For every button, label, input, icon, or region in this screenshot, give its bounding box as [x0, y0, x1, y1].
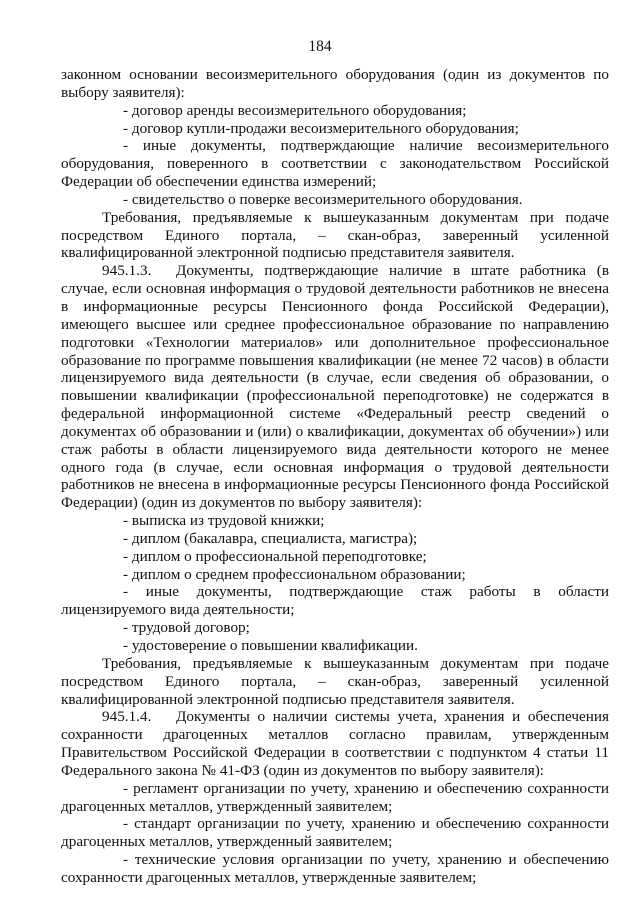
list-item-tech-conditions: - технические условия организации по учету, хранению и обеспечению сохранности драгоценных металлов, утвержденные заявителем; [61, 851, 609, 886]
clause-945-1-3 [61, 262, 609, 512]
list-item-experience-docs: - иные документы, подтверждающие стаж работы в области лицензируемого вида деятельности; [61, 583, 609, 619]
list-item-standard: - стандарт организации по учету, хранению и обеспечению сохранности драгоценных металлов, утвержденный заявителем; [61, 815, 609, 851]
clause-text: Документы, подтверждающие наличие в штате работника (в случае, если основная информация о трудовой деятельности работников не внесена в информационные ресурсы Пенсионного фонда Российской Федерации), имеющего высшее или среднее профессиональное образование по направлению подготовки «Технологии материалов» или дополнительное профессиональное образование по программе повышения квалификации (не менее 72 часов) в области лицензируемого вида деятельности (в случае, если сведения об образовании, о повышении квалификации (профессиональной переподготовке) не содержатся в федеральной информационной системе «Федеральный реестр сведений о документах об образовании и (или) о квалификации, документах об обучении») или стаж работы в области лицензируемого вида деятельности которого не менее одного года (в случае, если основная информация о трудовой деятельности работников не внесена в информационные ресурсы Пенсионного фонда Российской Федерации) (один из документов по выбору заявителя): [61, 262, 609, 512]
page-number: 184 [308, 38, 332, 55]
list-item-purchase: - договор купли-продажи весоизмерительного оборудования; [123, 119, 519, 137]
list-item-lease: - договор аренды весоизмерительного оборудования; [123, 101, 467, 119]
list-item-diploma-secondary: - диплом о среднем профессиональном образовании; [123, 565, 466, 583]
document-body [61, 66, 609, 887]
list-item-diploma-higher: - диплом (бакалавра, специалиста, магистра); [123, 529, 418, 547]
paragraph-1: законном основании весоизмерительного оборудования (один из документов по выбору заявителя): [61, 66, 609, 101]
list-item-workbook: - выписка из трудовой книжки; [123, 512, 325, 530]
clause-number: 945.1.3. [102, 262, 152, 280]
list-item-other-docs: - иные документы, подтверждающие наличие весоизмерительного оборудования, поверенного в соответствии с законодательством Российской Федерации об обеспечении единства измерений; [61, 137, 609, 191]
requirements-paragraph-2: Требования, предъявляемые к вышеуказанным документам при подаче посредством Единого портала, – скан-образ, заверенный усиленной квалифицированной электронной подписью представителя заявителя. [61, 654, 609, 708]
requirements-paragraph-1: Требования, предъявляемые к вышеуказанным документам при подаче посредством Единого портала, – скан-образ, заверенный усиленной квалифицированной электронной подписью представителя заявителя. [61, 208, 609, 262]
list-item-certificate: - свидетельство о поверке весоизмерительного оборудования. [123, 190, 523, 208]
clause-945-1-4 [61, 708, 609, 779]
list-item-qualification: - удостоверение о повышении квалификации. [123, 637, 418, 654]
clause-text: Документы о наличии системы учета, хранения и обеспечения сохранности драгоценных металлов согласно правилам, утвержденным Правительством Российской Федерации в соответствии с подпунктом 4 статьи 11 Федерального закона № 41-ФЗ (один из документов по выбору заявителя): [61, 708, 609, 779]
clause-number: 945.1.4. [102, 708, 152, 726]
list-item-diploma-retraining: - диплом о профессиональной переподготовке; [123, 547, 427, 565]
list-item-regulation: - регламент организации по учету, хранению и обеспечению сохранности драгоценных металлов, утвержденный заявителем; [61, 779, 609, 815]
list-item-labor-contract: - трудовой договор; [123, 619, 250, 637]
